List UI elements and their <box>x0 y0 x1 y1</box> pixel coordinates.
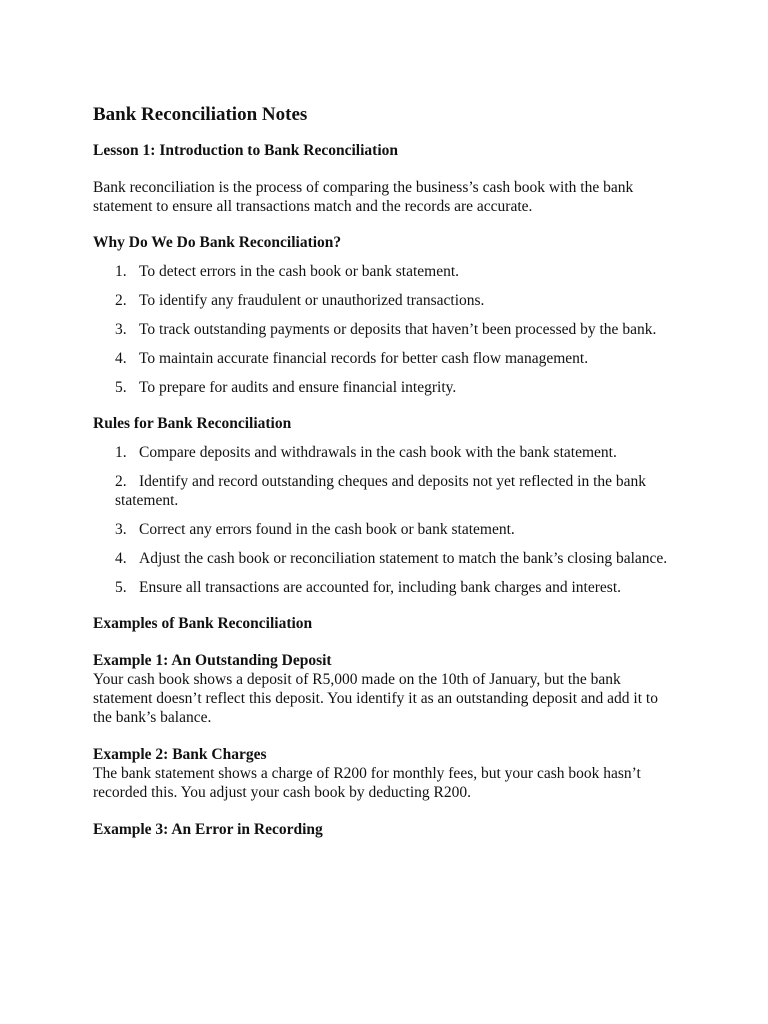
list-item-number: 5. <box>115 579 127 596</box>
example-body: Your cash book shows a deposit of R5,000 made on the 10th of January, but the bank statement doesn’t reflect this deposit. You identify it as an outstanding deposit and add it to the bank’s balance. <box>93 671 658 726</box>
list-item-number: 2. <box>115 473 127 490</box>
list-item-text: To detect errors in the cash book or bank statement. <box>139 263 460 280</box>
list-item <box>115 349 678 368</box>
list-item-text: Adjust the cash book or reconciliation statement to match the bank’s closing balance. <box>139 550 668 567</box>
list-item <box>115 320 678 339</box>
list-item-text: To prepare for audits and ensure financial integrity. <box>139 379 457 396</box>
intro-paragraph: Bank reconciliation is the process of comparing the business’s cash book with the bank statement to ensure all transactions match and the records are accurate. <box>93 179 634 215</box>
list-item-number: 2. <box>115 292 127 309</box>
why-list <box>93 262 678 397</box>
list-item <box>115 549 678 568</box>
list-item-text: Correct any errors found in the cash book or bank statement. <box>139 521 515 538</box>
list-item <box>115 578 678 597</box>
list-item <box>115 443 678 462</box>
list-item-number: 4. <box>115 350 127 367</box>
list-item-text: Compare deposits and withdrawals in the cash book with the bank statement. <box>139 444 617 461</box>
list-item <box>115 378 678 397</box>
list-item-text: To track outstanding payments or deposits that haven’t been processed by the bank. <box>139 321 657 338</box>
list-item-number: 3. <box>115 321 127 338</box>
list-item-text: Ensure all transactions are accounted for, including bank charges and interest. <box>139 579 621 596</box>
list-item <box>115 262 678 281</box>
list-item <box>115 472 678 510</box>
lesson-heading: Lesson 1: Introduction to Bank Reconciliation <box>93 142 399 159</box>
document-title: Bank Reconciliation Notes <box>93 104 308 125</box>
list-item-number: 1. <box>115 444 127 461</box>
list-item-text: To identify any fraudulent or unauthorized transactions. <box>139 292 485 309</box>
why-heading: Why Do We Do Bank Reconciliation? <box>93 234 342 251</box>
example-title: Example 2: Bank Charges <box>93 746 267 763</box>
example-title: Example 3: An Error in Recording <box>93 821 323 838</box>
list-item-number: 3. <box>115 521 127 538</box>
list-item-number: 4. <box>115 550 127 567</box>
example-body: The bank statement shows a charge of R200 for monthly fees, but your cash book hasn’t recorded this. You adjust your cash book by deducting R200. <box>93 765 641 801</box>
list-item-number: 1. <box>115 263 127 280</box>
example-title: Example 1: An Outstanding Deposit <box>93 652 332 669</box>
list-item-number: 5. <box>115 379 127 396</box>
list-item-text: Identify and record outstanding cheques and deposits not yet reflected in the bank statement. <box>115 473 647 509</box>
list-item-text: To maintain accurate financial records for better cash flow management. <box>139 350 589 367</box>
rules-list <box>93 443 678 597</box>
list-item <box>115 291 678 310</box>
list-item <box>115 520 678 539</box>
examples-heading: Examples of Bank Reconciliation <box>93 615 313 632</box>
rules-heading: Rules for Bank Reconciliation <box>93 415 292 432</box>
